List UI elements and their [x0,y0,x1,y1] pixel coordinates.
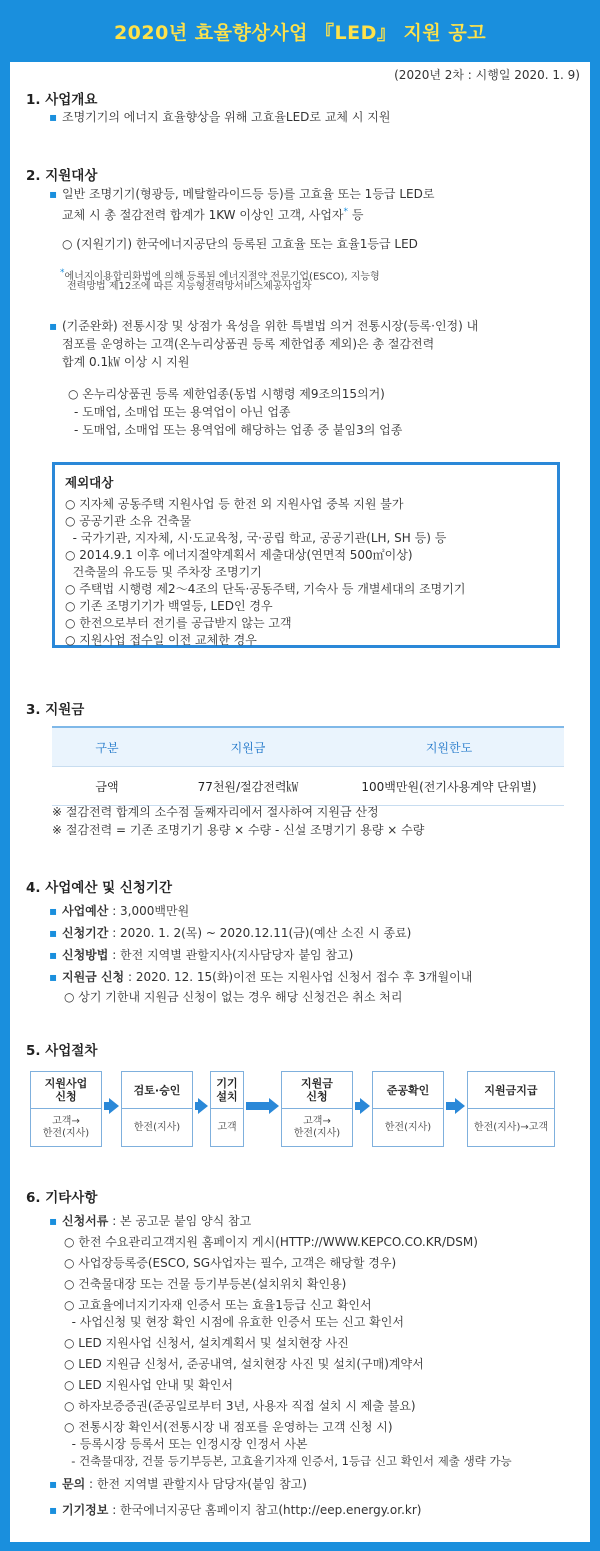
process-step-actor: 고객 [211,1108,243,1147]
exclusion-title: 제외대상 [65,475,114,490]
section-6-contact: ▪ 문의 : 한전 지역별 관할지사 담당자(붙임 참고) [62,1476,307,1493]
process-step-title: 지원사업 신청 [44,1077,88,1103]
process-step-title: 준공확인 [386,1083,430,1097]
exclusion-line: - 국가기관, 지자체, 시·도교육청, 국·공립 학교, 공공기관(LH, SH 등) 등 [65,531,447,545]
exclusion-line: ○ 한전으로부터 전기를 공급받지 않는 고객 [65,616,292,630]
table-cell: 금액 [52,767,162,806]
document-item: ○ 건축물대장 또는 건물 등기부등본(설치위치 확인용) [64,1277,347,1291]
section-4-period: ▪ 신청기간 : 2020. 1. 2(목) ~ 2020.12.11(금)(예산 소진 시 종료) [62,925,411,942]
section-2-title: 2. 지원대상 [26,168,98,184]
document-item: ○ LED 지원금 신청서, 준공내역, 설치현장 사진 및 설치(구매)계약서 [64,1357,424,1371]
arrow-right-icon [246,1102,269,1110]
exclusion-line: ○ 주택법 시행령 제2～4조의 단독·공동주택, 기숙사 등 개별세대의 조명기기 [65,582,466,596]
section-2-footnote-1: *에너지이용합리화법에 의해 등록된 에너지절약 전문기업(ESCO), 지능형 [60,268,380,283]
arrow-head-icon [269,1098,279,1114]
process-step-actor: 한전(지사) [122,1108,192,1147]
exclusion-line: ○ 지원사업 접수일 이전 교체한 경우 [65,633,257,647]
process-step [467,1071,555,1147]
exclusion-line: ○ 기존 조명기기가 백열등, LED인 경우 [65,599,273,613]
process-step [210,1071,244,1147]
table-cell: 100백만원(전기사용계약 단위별) [334,767,564,806]
process-step-actor: 고객→ 한전(지사) [31,1108,101,1147]
document-item: - 건축물대장, 건물 등기부등본, 고효율기자재 인증서, 1등급 신고 확인서 제출 생략 가능 [64,1454,512,1468]
section-2-restricted-detail-2: - 도매업, 소매업 또는 용역업에 해당하는 업종 중 붙임3의 업종 [74,423,403,437]
process-step-actor: 고객→ 한전(지사) [282,1108,352,1147]
section-4-title: 4. 사업예산 및 신청기간 [26,880,172,896]
header-banner [0,0,600,62]
process-step-actor: 한전(지사) [373,1108,443,1147]
table-cell: 77천원/절감전력㎾ [162,767,334,806]
exclusion-line: ○ 공공기관 소유 건축물 [65,514,192,528]
section-2-bullet-1-line-2: 교체 시 총 절감전력 합계가 1KW 이상인 고객, 사업자* 등 [62,207,364,222]
arrow-head-icon [198,1098,208,1114]
effective-date: (2020년 2차 : 시행일 2020. 1. 9) [394,68,580,82]
document-item: ○ LED 지원사업 안내 및 확인서 [64,1378,233,1392]
exclusion-box [52,462,560,648]
arrow-head-icon [455,1098,465,1114]
section-4-budget: ▪ 사업예산 : 3,000백만원 [62,903,189,920]
document-item: ○ 하자보증증권(준공일로부터 3년, 사용자 직접 설치 시 제출 불요) [64,1399,416,1413]
notice-paper [10,62,590,1542]
process-step [121,1071,193,1147]
table-header: 구분 [52,727,162,767]
section-2-bullet-1-line-1: ▪ 일반 조명기기(형광등, 메탈할라이드등 등)를 고효율 또는 1등급 LED로 [62,186,434,203]
process-step [372,1071,444,1147]
exclusion-line: ○ 2014.9.1 이후 에너지절약계획서 제출대상(연면적 500㎡이상) [65,548,413,562]
section-5-title: 5. 사업절차 [26,1043,98,1059]
process-step [281,1071,353,1147]
document-item: ○ 전통시장 확인서(전통시장 내 점포를 운영하는 고객 신청 시) [64,1420,393,1434]
process-step [30,1071,102,1147]
section-2-bullet-2-line-1: ▪ (기준완화) 전통시장 및 상점가 육성을 위한 특별법 의거 전통시장(등록·인정) 내 [62,318,478,335]
page-title: 2020년 효율향상사업 『LED』 지원 공고 [113,22,487,44]
section-2-footnote-2: 전력망법 제12조에 따른 지능형전력망서비스제공사업자 [67,281,312,292]
section-4-cancel-note: ○ 상기 기한내 지원금 신청이 없는 경우 해당 신청건은 취소 처리 [64,990,403,1004]
section-2-restricted: ○ 온누리상품권 등록 제한업종(동법 시행령 제9조의15의거) [68,387,385,401]
section-1-title: 1. 사업개요 [26,92,98,108]
document-item: - 사업신청 및 현장 확인 시점에 유효한 인증서 또는 신고 확인서 [64,1315,404,1329]
section-4-method: ▪ 신청방법 : 한전 지역별 관할지사(지사담당자 붙임 참고) [62,947,353,964]
arrow-right-icon [446,1102,455,1110]
table-header-row [52,727,564,767]
exclusion-line: ○ 지자체 공동주택 지원사업 등 한전 외 지원사업 중복 지원 불가 [65,497,404,511]
document-item: ○ 고효율에너지기자재 인증서 또는 효율1등급 신고 확인서 [64,1298,372,1312]
process-step-title: 검토·승인 [133,1083,181,1097]
document-item: - 등록시장 등록서 또는 인정시장 인정서 사본 [64,1437,308,1451]
section-3-title: 3. 지원금 [26,702,85,718]
section-6-title: 6. 기타사항 [26,1190,98,1206]
table-row [52,767,564,806]
section-2-support-device: ○ (지원기기) 한국에너지공단의 등록된 고효율 또는 효율1등급 LED [62,237,418,251]
process-step-title: 지원금 신청 [301,1077,333,1103]
table-header: 지원금 [162,727,334,767]
section-2-restricted-detail-1: - 도매업, 소매업 또는 용역업이 아닌 업종 [74,405,291,419]
section-3-note-1: ※ 절감전력 합계의 소수점 둘째자리에서 절사하여 지원금 산정 [52,805,379,819]
subsidy-table [52,726,564,806]
document-item: ○ 사업장등록증(ESCO, SG사업자는 필수, 고객은 해당할 경우) [64,1256,397,1270]
process-step-title: 지원금지급 [484,1083,538,1097]
process-step-title: 기기 설치 [216,1077,238,1103]
table-header: 지원한도 [334,727,564,767]
document-item: ○ LED 지원사업 신청서, 설치계획서 및 설치현장 사진 [64,1336,349,1350]
section-6-documents: ▪ 신청서류 : 본 공고문 붙임 양식 참고 [62,1213,251,1230]
section-3-note-2: ※ 절감전력 = 기존 조명기기 용량 × 수량 - 신설 조명기기 용량 × 수량 [52,823,425,837]
section-2-bullet-2-line-3: 합계 0.1㎾ 이상 시 지원 [62,355,190,369]
arrow-head-icon [109,1098,119,1114]
arrow-head-icon [360,1098,370,1114]
section-2-bullet-2-line-2: 점포를 운영하는 고객(온누리상품권 등록 제한업종 제외)은 총 절감전력 [62,337,435,351]
exclusion-line: 건축물의 유도등 및 주차장 조명기기 [65,565,262,579]
section-1-line: ▪ 조명기기의 에너지 효율향상을 위해 고효율LED로 교체 시 지원 [62,109,390,126]
process-step-actor: 한전(지사)→고객 [468,1108,554,1147]
document-item: ○ 한전 수요관리고객지원 홈페이지 게시(HTTP://WWW.KEPCO.CO.KR/DSM) [64,1235,478,1249]
section-6-device-info: ▪ 기기정보 : 한국에너지공단 홈페이지 참고(http://eep.energy.or.kr) [62,1502,421,1519]
section-4-claim: ▪ 지원금 신청 : 2020. 12. 15(화)이전 또는 지원사업 신청서 접수 후 3개월이내 [62,969,472,986]
